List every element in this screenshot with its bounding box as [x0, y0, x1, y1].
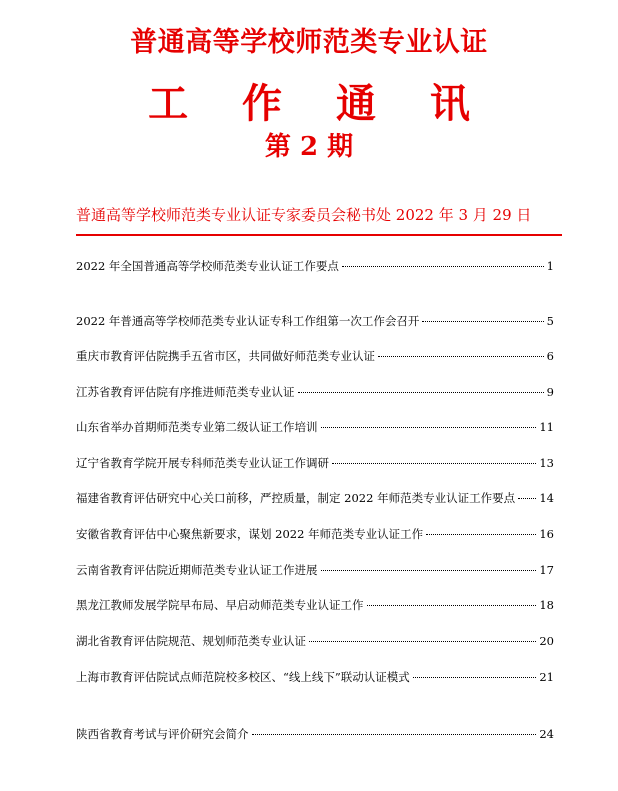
toc-entry[interactable] — [76, 258, 554, 274]
toc-entry-page: 5 — [546, 314, 554, 328]
toc-entry-page: 21 — [539, 670, 554, 684]
toc-entry[interactable] — [76, 490, 554, 506]
toc-entry[interactable] — [76, 313, 554, 329]
toc-entry[interactable] — [76, 562, 554, 578]
header-divider — [76, 234, 562, 236]
toc-entry-title: 湖北省教育评估院规范、规划师范类专业认证 — [76, 634, 306, 648]
toc-leader-dots — [422, 321, 543, 322]
publisher-and-date: 普通高等学校师范类专业认证专家委员会秘书处 2022 年 3 月 29 日 — [76, 206, 532, 224]
toc-entry[interactable] — [76, 669, 554, 685]
toc-entry-title: 福建省教育评估研究中心关口前移，严控质量，制定 2022 年师范类专业认证工作要点 — [76, 491, 516, 505]
toc-leader-dots — [321, 427, 537, 428]
toc-leader-dots — [252, 734, 537, 735]
toc-entry-page: 18 — [539, 598, 554, 612]
toc-leader-dots — [309, 641, 536, 642]
toc-entry[interactable] — [76, 633, 554, 649]
newsletter-title: 工 作 通 讯 — [148, 80, 490, 127]
toc-entry-page: 24 — [539, 727, 554, 741]
toc-entry-title: 黑龙江教师发展学院早布局、早启动师范类专业认证工作 — [76, 598, 364, 612]
toc-leader-dots — [298, 392, 544, 393]
toc-entry-title: 安徽省教育评估中心聚焦新要求，谋划 2022 年师范类专业认证工作 — [76, 527, 424, 541]
toc-leader-dots — [378, 356, 544, 357]
toc-entry-title: 山东省举办首期师范类专业第二级认证工作培训 — [76, 420, 318, 434]
toc-entry-title: 2022 年全国普通高等学校师范类专业认证工作要点 — [76, 259, 339, 273]
toc-leader-dots — [342, 266, 544, 267]
toc-leader-dots — [367, 605, 537, 606]
toc-entry-page: 6 — [546, 349, 554, 363]
toc-entry-title: 云南省教育评估院近期师范类专业认证工作进展 — [76, 563, 318, 577]
toc-entry[interactable] — [76, 348, 554, 364]
toc-entry-page: 9 — [546, 385, 554, 399]
journal-series-title: 普通高等学校师范类专业认证 — [130, 27, 488, 58]
toc-entry-page: 13 — [539, 456, 554, 470]
toc-entry-title: 重庆市教育评估院携手五省市区，共同做好师范类专业认证 — [76, 349, 375, 363]
toc-entry-title: 上海市教育评估院试点师范院校多校区、“线上线下”联动认证模式 — [76, 670, 410, 684]
toc-entry-page: 1 — [546, 259, 554, 273]
toc-entry-page: 14 — [539, 491, 554, 505]
issue-number: 第 2 期 — [264, 132, 354, 162]
toc-leader-dots — [518, 498, 536, 499]
toc-leader-dots — [321, 570, 537, 571]
toc-entry-page: 11 — [539, 420, 554, 434]
toc-entry[interactable] — [76, 526, 554, 542]
toc-entry[interactable] — [76, 726, 554, 742]
toc-entry[interactable] — [76, 455, 554, 471]
toc-entry[interactable] — [76, 419, 554, 435]
toc-entry-title: 江苏省教育评估院有序推进师范类专业认证 — [76, 385, 295, 399]
toc-entry-page: 17 — [539, 563, 554, 577]
toc-entry-page: 20 — [539, 634, 554, 648]
toc-entry-page: 16 — [539, 527, 554, 541]
toc-entry[interactable] — [76, 384, 554, 400]
toc-leader-dots — [426, 534, 536, 535]
toc-leader-dots — [332, 463, 536, 464]
toc-entry-title: 2022 年普通高等学校师范类专业认证专科工作组第一次工作会召开 — [76, 314, 420, 328]
toc-entry[interactable] — [76, 597, 554, 613]
toc-entry-title: 辽宁省教育学院开展专科师范类专业认证工作调研 — [76, 456, 329, 470]
toc-leader-dots — [413, 677, 537, 678]
toc-entry-title: 陕西省教育考试与评价研究会简介 — [76, 727, 249, 741]
